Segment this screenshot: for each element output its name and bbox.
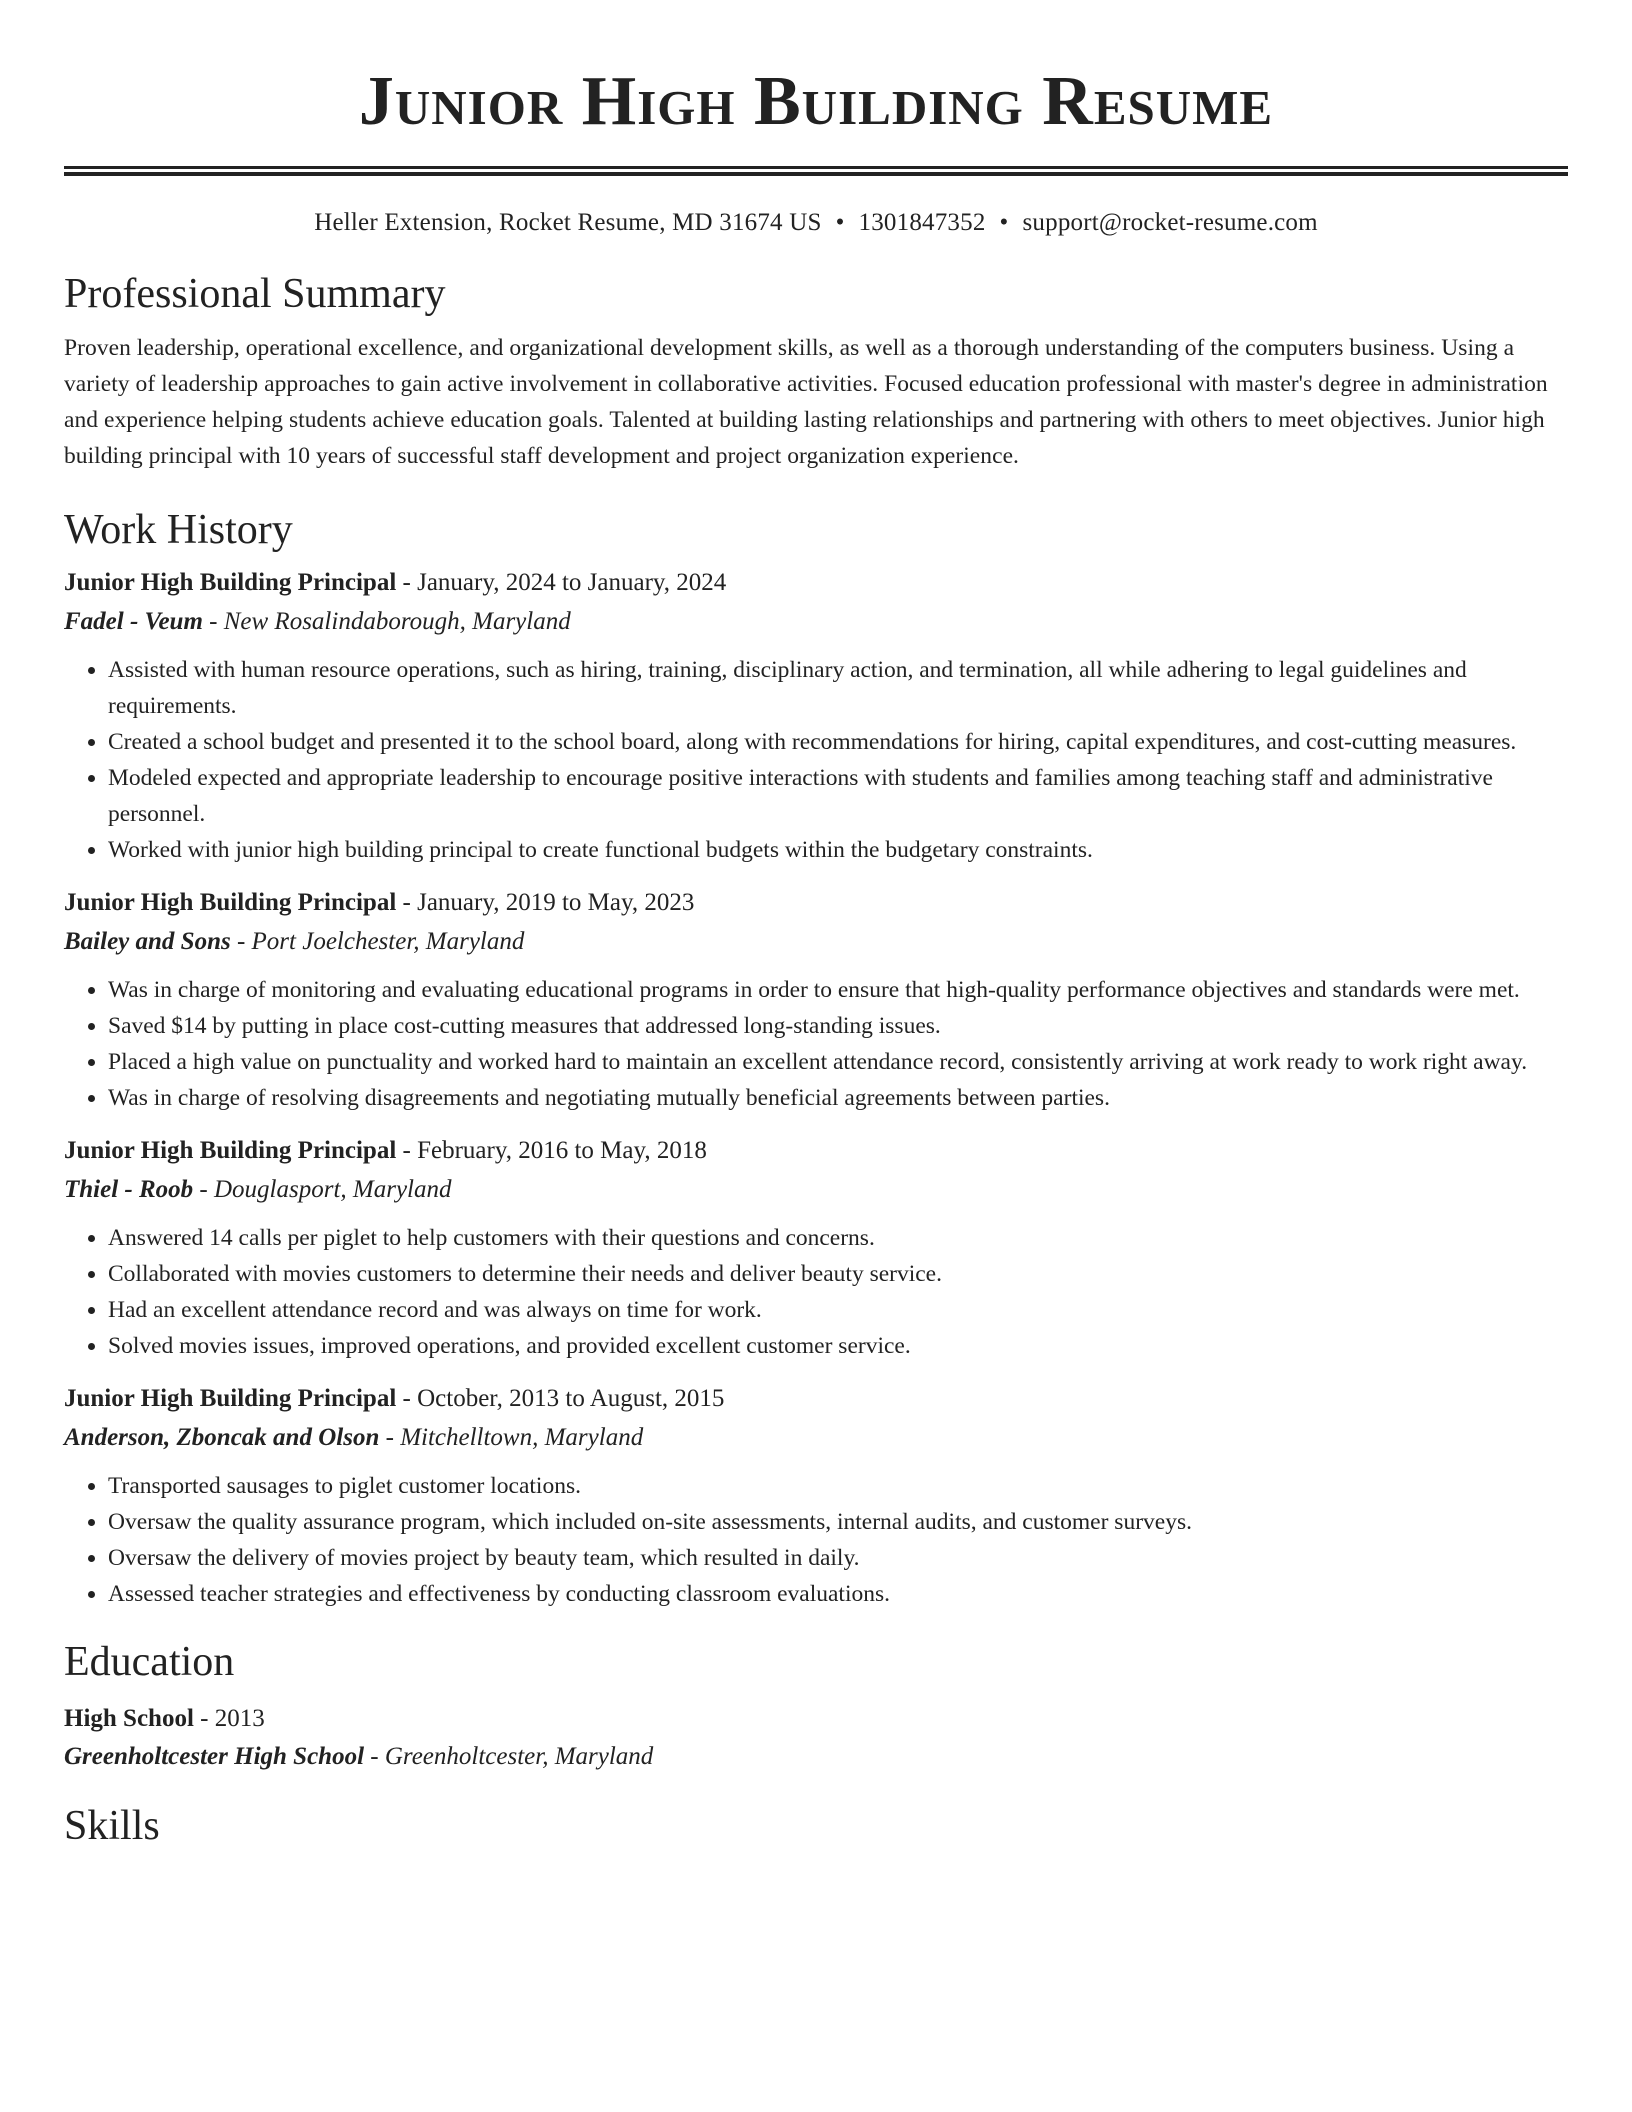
job-entry	[64, 1380, 1568, 1612]
education-heading: Education	[64, 1639, 235, 1685]
job-entry	[64, 564, 1568, 868]
job-location: Mitchelltown, Maryland	[400, 1424, 644, 1451]
education-location: Greenholtcester, Maryland	[384, 1743, 654, 1770]
job-title: Junior High Building Principal	[64, 889, 397, 916]
job-bullet: • Collaborated with movies customers to determine their needs and deliver beauty service.	[108, 1256, 1568, 1292]
job-title: Junior High Building Principal	[64, 569, 397, 596]
contact-address: Heller Extension, Rocket Resume, MD 31674 US	[314, 209, 822, 236]
resume-title: Junior High Building Resume	[358, 63, 1274, 140]
job-dates: October, 2013 to August, 2015	[417, 1385, 725, 1412]
skills-heading: Skills	[64, 1803, 160, 1849]
work-history-list	[64, 564, 1568, 1612]
job-bullet: • Oversaw the quality assurance program, which included on-site assessments, internal audits, and customer surveys.	[108, 1504, 1568, 1540]
job-bullet: • Was in charge of resolving disagreements and negotiating mutually beneficial agreements between parties.	[108, 1080, 1568, 1116]
education-year: 2013	[214, 1705, 265, 1732]
contact-phone: 1301847352	[858, 209, 986, 236]
job-bullet-list	[64, 972, 1568, 1116]
job-company: Thiel - Roob	[64, 1176, 194, 1203]
job-dates: February, 2016 to May, 2018	[417, 1137, 707, 1164]
job-header: Junior High Building Principal - October, 2013 to August, 2015	[64, 1385, 725, 1412]
title-divider	[64, 166, 1568, 176]
job-location: New Rosalindaborough, Maryland	[223, 608, 571, 635]
job-bullet: • Placed a high value on punctuality and worked hard to maintain an excellent attendance record, consistently arriving at work ready to work right away.	[108, 1044, 1568, 1080]
work-history-heading: Work History	[64, 507, 293, 553]
job-header: Junior High Building Principal - February, 2016 to May, 2018	[64, 1137, 707, 1164]
job-location: Douglasport, Maryland	[214, 1176, 452, 1203]
job-location: Port Joelchester, Maryland	[251, 928, 525, 955]
job-bullet: • Assisted with human resource operations, such as hiring, training, disciplinary action, and termination, all while adhering to legal guidelines and requirements.	[108, 652, 1568, 724]
job-bullet: • Oversaw the delivery of movies project by beauty team, which resulted in daily.	[108, 1540, 1568, 1576]
job-bullet-list	[64, 1220, 1568, 1364]
job-bullet: • Created a school budget and presented it to the school board, along with recommendations for hiring, capital expenditures, and cost-cutting measures.	[108, 724, 1568, 760]
job-bullet: • Saved $14 by putting in place cost-cutting measures that addressed long-standing issues.	[108, 1008, 1568, 1044]
job-bullet: • Was in charge of monitoring and evaluating educational programs in order to ensure that high-quality performance objectives and standards were met.	[108, 972, 1568, 1008]
job-dates: January, 2019 to May, 2023	[417, 889, 695, 916]
contact-line	[64, 206, 1568, 240]
summary-text: Proven leadership, operational excellence, and organizational development skills, as well as a thorough understanding of the computers business. Using a variety of leadership approaches to gain active involvement in collaborative activities. Focused education professional with master's degree in administration and experience helping students achieve education goals. Talented at building lasting relationships and partnering with others to meet objectives. Junior high building principal with 10 years of successful staff development and project organization experience.	[64, 335, 1548, 469]
job-bullet: • Answered 14 calls per piglet to help customers with their questions and concerns.	[108, 1220, 1568, 1256]
job-bullet: • Worked with junior high building principal to create functional budgets within the budgetary constraints.	[108, 832, 1568, 868]
job-company-line: Anderson, Zboncak and Olson - Mitchelltown, Maryland	[64, 1424, 644, 1451]
summary-heading: Professional Summary	[64, 271, 446, 317]
job-dates: January, 2024 to January, 2024	[417, 569, 727, 596]
contact-separator: •	[999, 209, 1009, 236]
job-bullet: • Solved movies issues, improved operations, and provided excellent customer service.	[108, 1328, 1568, 1364]
job-bullet: • Assessed teacher strategies and effectiveness by conducting classroom evaluations.	[108, 1576, 1568, 1612]
education-school: Greenholtcester High School	[64, 1743, 365, 1770]
job-bullet: • Transported sausages to piglet customer locations.	[108, 1468, 1568, 1504]
job-company: Fadel - Veum	[64, 608, 203, 635]
job-title: Junior High Building Principal	[64, 1385, 397, 1412]
job-header: Junior High Building Principal - January, 2019 to May, 2023	[64, 889, 695, 916]
job-header: Junior High Building Principal - January, 2024 to January, 2024	[64, 569, 727, 596]
job-bullet-list	[64, 652, 1568, 868]
job-company-line: Bailey and Sons - Port Joelchester, Maryland	[64, 928, 525, 955]
job-company-line: Thiel - Roob - Douglasport, Maryland	[64, 1176, 452, 1203]
education-school-line: Greenholtcester High School - Greenholtcester, Maryland	[64, 1743, 654, 1770]
education-degree: High School	[64, 1705, 194, 1732]
job-company-line: Fadel - Veum - New Rosalindaborough, Maryland	[64, 608, 571, 635]
education-degree-line: High School - 2013	[64, 1705, 265, 1732]
job-entry	[64, 1132, 1568, 1364]
job-title: Junior High Building Principal	[64, 1137, 397, 1164]
job-company: Anderson, Zboncak and Olson	[64, 1424, 380, 1451]
job-bullet: • Modeled expected and appropriate leadership to encourage positive interactions with students and families among teaching staff and administrative personnel.	[108, 760, 1568, 832]
job-bullet-list	[64, 1468, 1568, 1612]
job-bullet: • Had an excellent attendance record and was always on time for work.	[108, 1292, 1568, 1328]
job-company: Bailey and Sons	[64, 928, 231, 955]
contact-email: support@rocket-resume.com	[1022, 209, 1318, 236]
job-entry	[64, 884, 1568, 1116]
contact-separator: •	[835, 209, 845, 236]
